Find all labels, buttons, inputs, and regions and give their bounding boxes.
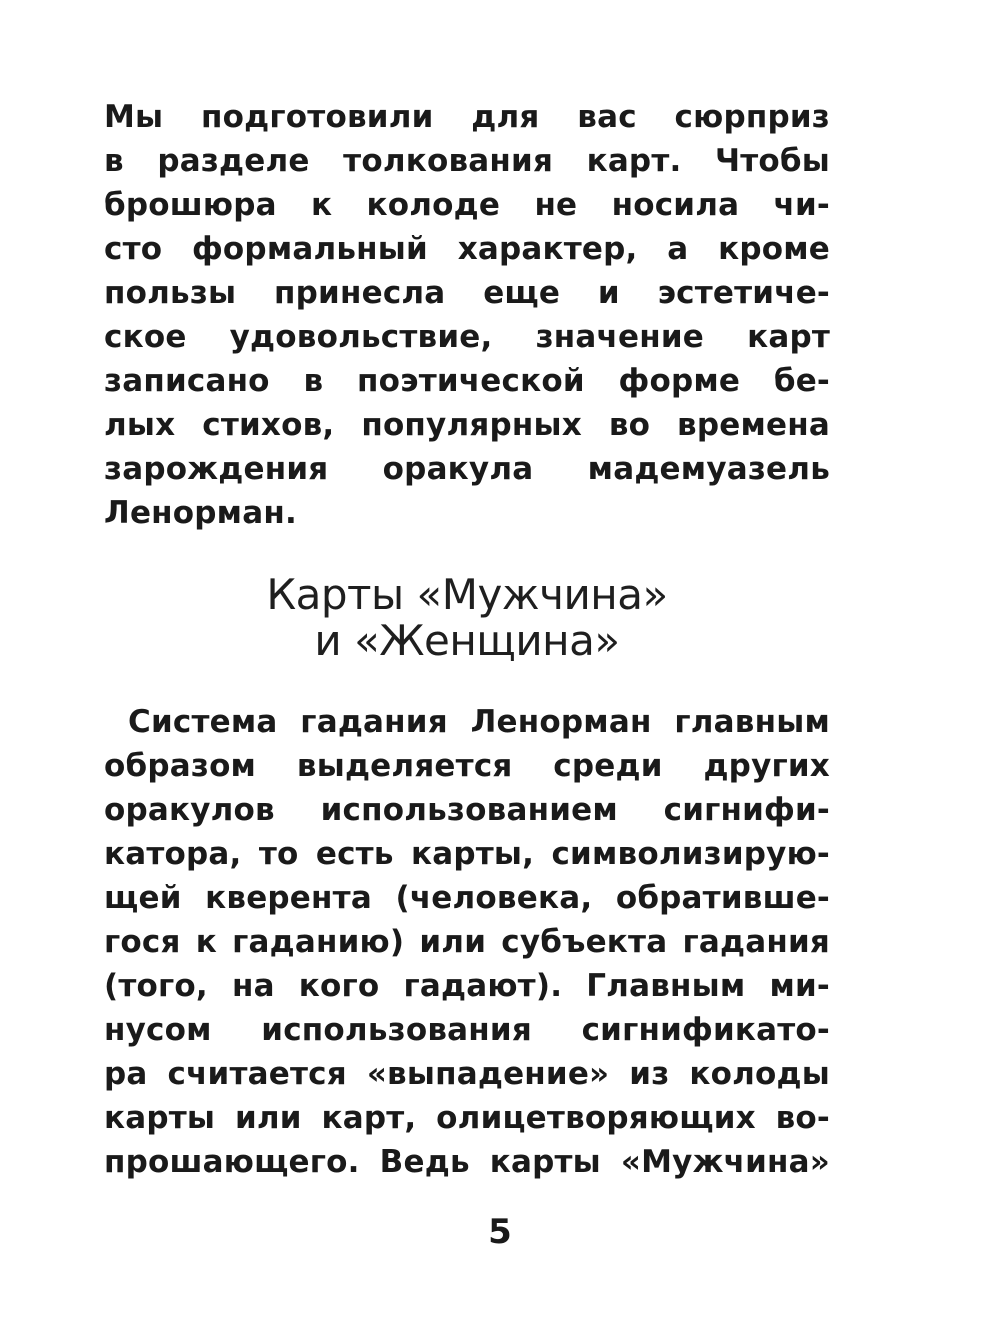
intro-paragraph: [104, 95, 830, 535]
text-line: образом выделяется среди других: [104, 748, 830, 784]
text-line: щей кверента (человека, обративше-: [104, 880, 830, 916]
heading-line-1: Карты «Мужчина»: [266, 570, 668, 619]
text-line: карты или карт, олицетворяющих во-: [104, 1100, 830, 1136]
text-line: лых стихов, популярных во времена: [104, 407, 830, 443]
text-line: гося к гаданию) или субъекта гадания: [104, 924, 830, 960]
text-line: нусом использования сигнификато-: [104, 1012, 830, 1048]
section-heading: [104, 572, 830, 664]
text-line: в разделе толкования карт. Чтобы: [104, 143, 830, 179]
text-line: брошюра к колоде не носила чи-: [104, 187, 830, 223]
text-line: пользы принесла еще и эстетиче-: [104, 275, 830, 311]
text-line: Ленорман.: [104, 495, 297, 531]
text-line: зарождения оракула мадемуазель: [104, 451, 830, 487]
heading-line-2: и «Женщина»: [314, 616, 620, 665]
text-line: записано в поэтической форме бе-: [104, 363, 830, 399]
text-line: катора, то есть карты, символизирую-: [104, 836, 830, 872]
page-number: 5: [488, 1212, 512, 1252]
text-line: ское удовольствие, значение карт: [104, 319, 830, 355]
text-line: Система гадания Ленорман главным: [128, 704, 830, 740]
text-line: сто формальный характер, а кроме: [104, 231, 830, 267]
text-line: Мы подготовили для вас сюрприз: [104, 99, 830, 135]
text-line: ра считается «выпадение» из колоды: [104, 1056, 830, 1092]
text-line: (того, на кого гадают). Главным ми-: [104, 968, 830, 1004]
text-line: прошающего. Ведь карты «Мужчина»: [104, 1144, 830, 1180]
text-line: оракулов использованием сигнифи-: [104, 792, 830, 828]
section-paragraph: [104, 700, 830, 1184]
